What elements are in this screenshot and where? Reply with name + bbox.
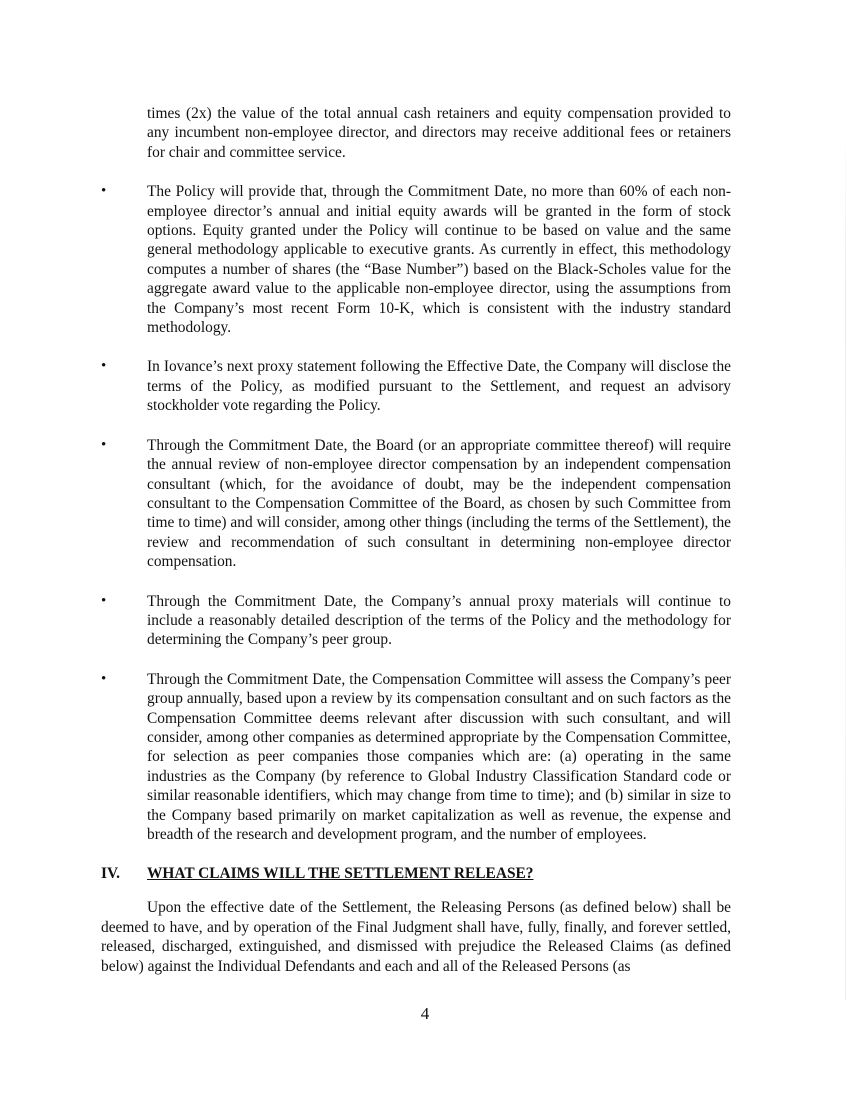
closing-paragraph: Upon the effective date of the Settlement, the Releasing Persons (as defined below) shall be deemed to have, and by operation of the Final Judgment shall have, fully, finally, and forever settled, released, discharged, extinguished, and dismissed with prejudice the Released Claims (as defined below) against the Individual Defendants and each and all of the Released Persons (as [101, 899, 731, 975]
bullet-text: In Iovance’s next proxy statement following the Effective Date, the Company will disclose the terms of the Policy, as modified pursuant to the Settlement, and request an advisory stockholder vote regarding the Policy. [147, 358, 731, 415]
scan-edge-shadow [845, 120, 846, 1000]
page-number: 4 [420, 1004, 430, 1023]
section-number: IV. [101, 865, 120, 883]
bullet-item-policy-stock-options [101, 182, 731, 337]
bullet-text: The Policy will provide that, through the Commitment Date, no more than 60% of each non-employee director’s annual and initial equity awards will be granted in the form of stock options. Equity granted under the Policy will continue to be based on value and the same general methodology applicable to executive grants. As currently in effect, this methodology computes a number of shares (the “Base Number”) based on the Black-Scholes value for the aggregate award value to the applicable non-employee director, using the assumptions from the Company’s most recent Form 10-K, which is consistent with the industry standard methodology. [147, 183, 731, 337]
bullet-item-proxy-materials [101, 592, 731, 650]
bullet-item-peer-group [101, 670, 731, 845]
bullet-item-proxy-statement [101, 357, 731, 415]
section-heading [101, 864, 731, 884]
bullet-text: Through the Commitment Date, the Compensation Committee will assess the Company’s peer group annually, based upon a review by its compensation consultant and on such factors as the Compensation Committee deems relevant after discussion with such consultant, and will consider, among other companies as determined appropriate by the Compensation Committee, for selection as peer companies those companies which are: (a) operating in the same industries as the Company (by reference to Global Industry Classification Standard code or similar reasonable identifiers, which may change from time to time); and (b) similar in size to the Company based primarily on market capitalization as well as revenue, the expense and breadth of the research and development program, and the number of employees. [147, 670, 731, 843]
continuation-paragraph: times (2x) the value of the total annual cash retainers and equity compensation provided to any incumbent non-employee director, and directors may receive additional fees or retainers for chair and committee service. [147, 105, 731, 161]
bullet-dot-icon: • [101, 358, 107, 375]
bullet-dot-icon: • [101, 592, 107, 609]
section-title: WHAT CLAIMS WILL THE SETTLEMENT RELEASE? [147, 865, 534, 883]
bullet-text: Through the Commitment Date, the Company’s annual proxy materials will continue to include a reasonably detailed description of the terms of the Policy and the methodology for determining the Company’s peer group. [147, 592, 731, 649]
bullet-text: Through the Commitment Date, the Board (or an appropriate committee thereof) will require the annual review of non-employee director compensation by an independent compensation consultant (which, for the avoidance of doubt, may be the independent compensation consultant to the Compensation Committee of the Board, as chosen by such Committee from time to time) and will consider, among other things (including the terms of the Settlement), the review and recommendation of such consultant in determining non-employee director compensation. [147, 436, 731, 571]
bullet-item-annual-review [101, 436, 731, 572]
bullet-dot-icon: • [101, 670, 107, 687]
bullet-dot-icon: • [101, 183, 107, 200]
document-body [101, 104, 731, 976]
bullet-dot-icon: • [101, 436, 107, 453]
